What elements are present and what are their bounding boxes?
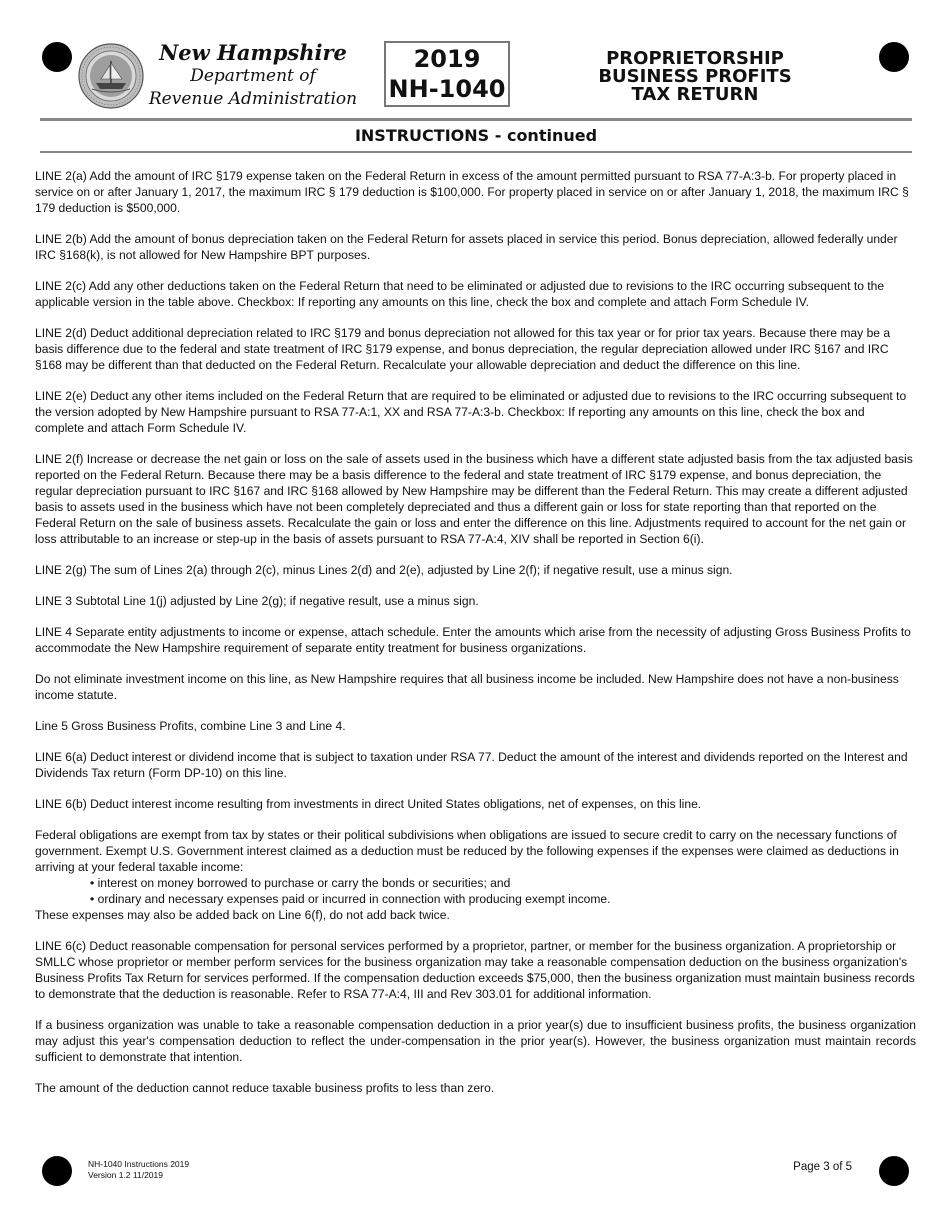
line-2f-instructions: LINE 2(f) Increase or decrease the net gain or loss on the sale of assets used in the business which have a different state adjusted basis from the tax adjusted basis reported on the Federal Return. Because there may be a basis difference to the federal and state treatment of IRC §179 expense, and bonus depreciation, the regular depreciation pursuant to IRC §167 and IRC §168 allowed by New Hampshire may be different than the Federal Return. This may create a different adjusted basis to assets used in the business which have not been completely depreciated and thus a different gain or loss for state reporting than that reported on the Federal Return on the sale of business assets. Recalculate the gain or loss and enter the difference on this line. Adjustments required to account for the net gain or loss attributable to an increase or step-up in the basis of assets pursuant to RSA 77-A:4, XIV shall be reported in Section 6(i).: [35, 452, 913, 546]
registration-mark-top-right: [879, 42, 909, 72]
registration-mark-bottom-right: [879, 1156, 909, 1186]
form-id-box: [384, 41, 510, 107]
line-6c-instructions: LINE 6(c) Deduct reasonable compensation for personal services performed by a proprietor, partner, or member for the business organization. A proprietorship or SMLLC whose proprietor or member perform services for the business organization may take a reasonable compensation deduction on the business organization's Business Profits Tax Return for services performed. If the compensation deduction exceeds $75,000, then the business organization must maintain business records to demonstrate that the deduction is reasonable. Refer to RSA 77-A:4, III and Rev 303.01 for additional information.: [35, 939, 915, 1001]
line-2e-instructions: LINE 2(e) Deduct any other items included on the Federal Return that are required to be eliminated or adjusted due to revisions to the IRC occurring subsequent to the version adopted by New Hampshire pursuant to RSA 77-A:1, XX and RSA 77-A:3-b. Checkbox: If reporting any amounts on this line, check the box and complete and attach Form Schedule IV.: [35, 389, 907, 435]
deduction-limit-note: The amount of the deduction cannot reduce taxable business profits to less than zero.: [35, 1081, 495, 1095]
line-2b-instructions: LINE 2(b) Add the amount of bonus depreciation taken on the Federal Return for assets placed in service this period. Bonus depreciation, allowed federally under IRC §168(k), is not allowed for New Hampshire BPT purposes.: [35, 232, 898, 262]
line-3-instructions: LINE 3 Subtotal Line 1(j) adjusted by Line 2(g); if negative result, use a minus sign.: [35, 594, 479, 608]
agency-line-2: Department of: [190, 66, 316, 86]
line-5-instructions: Line 5 Gross Business Profits, combine Line 3 and Line 4.: [35, 719, 346, 733]
agency-line-1: New Hampshire: [159, 40, 347, 65]
header-divider-bottom: [40, 151, 912, 153]
footer-version: Version 1.2 11/2019: [88, 1170, 163, 1180]
line-6a-instructions: LINE 6(a) Deduct interest or dividend income that is subject to taxation under RSA 77. Deduct the amount of the interest and dividends reported on the Interest and Dividends Tax return (Form DP-10) on this line.: [35, 750, 908, 780]
line-6b-instructions: LINE 6(b) Deduct interest income resulting from investments in direct United States obligations, net of expenses, on this line.: [35, 797, 702, 811]
instructions-body: [35, 168, 916, 1111]
line-2d-instructions: LINE 2(d) Deduct additional depreciation related to IRC §179 and bonus depreciation not allowed for this tax year or for prior tax years. Because there may be a basis difference due to the federal and state treatment of IRC §179 expense, and bonus depreciation, the regular depreciation allowed under IRC §167 and IRC §168 may be different than that deducted on the Federal Return. Recalculate your allowable depreciation and deduct the difference on this line.: [35, 326, 891, 372]
list-item: • ordinary and necessary expenses paid or incurred in connection with producing exempt income.: [90, 892, 611, 906]
list-item: • interest on money borrowed to purchase or carry the bonds or securities; and: [90, 876, 511, 890]
agency-name: [146, 40, 360, 111]
form-title-line-2: BUSINESS PROFITS: [598, 66, 792, 87]
line-2c-instructions: LINE 2(c) Add any other deductions taken on the Federal Return that need to be eliminated or adjusted due to revisions to the IRC occurring subsequent to the applicable version in the table above. Checkbox: If reporting any amounts on this line, check the box and complete and attach Form Schedule IV.: [35, 279, 885, 309]
form-title-line-1: PROPRIETORSHIP: [606, 48, 784, 69]
state-seal-icon: [78, 43, 144, 109]
header-divider-top: [40, 118, 912, 121]
form-title: [580, 50, 810, 104]
agency-line-3: Revenue Administration: [148, 89, 358, 109]
footer-doc-info: [88, 1159, 189, 1181]
section-title: INSTRUCTIONS - continued: [354, 126, 598, 145]
page-number: Page 3 of 5: [793, 1161, 852, 1173]
registration-mark-bottom-left: [42, 1156, 72, 1186]
add-back-note: These expenses may also be added back on Line 6(f), do not add back twice.: [35, 908, 450, 922]
form-number: NH-1040: [388, 75, 506, 103]
line-4-instructions: LINE 4 Separate entity adjustments to income or expense, attach schedule. Enter the amounts which arise from the necessity of adjusting Gross Business Profits to accommodate the New Hampshire requirement of separate entity treatment for business organizations.: [35, 625, 911, 655]
registration-mark-top-left: [42, 42, 72, 72]
footer-doc-name: NH-1040 Instructions 2019: [88, 1159, 190, 1169]
federal-obligations-note: Federal obligations are exempt from tax by states or their political subdivisions when obligations are issued to secure credit to carry on the necessary functions of government. Exempt U.S. Government interest claimed as a deduction must be reduced by the following expenses if the expenses were claimed as deductions in arriving at your federal taxable income:: [35, 828, 899, 874]
line-2g-instructions: LINE 2(g) The sum of Lines 2(a) through 2(c), minus Lines 2(d) and 2(e), adjusted by Line 2(f); if negative result, use a minus sign.: [35, 563, 733, 577]
form-year: 2019: [413, 45, 481, 73]
investment-income-note: Do not eliminate investment income on this line, as New Hampshire requires that all business income be included. New Hampshire does not have a non-business income statute.: [35, 672, 899, 702]
line-2a-instructions: LINE 2(a) Add the amount of IRC §179 expense taken on the Federal Return in excess of the amount permitted pursuant to RSA 77-A:3-b. For property placed in service on or after January 1, 2017, the maximum IRC § 179 deduction is $100,000. For property placed in service on or after January 1, 2018, the maximum IRC § 179 deduction is $500,000.: [35, 169, 909, 215]
prior-year-compensation-note: If a business organization was unable to take a reasonable compensation deduction in a prior year(s) due to insufficient business profits, the business organization may adjust this year's compensation deduction to reflect the under-compensation in the prior year(s). However, the business organization must maintain records sufficient to demonstrate that intention.: [35, 1018, 916, 1064]
form-title-line-3: TAX RETURN: [631, 84, 759, 105]
